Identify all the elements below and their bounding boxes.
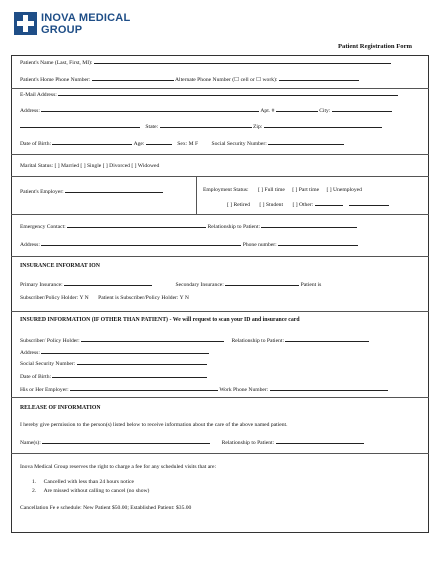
age-label: Age: <box>133 141 145 147</box>
divider <box>11 176 429 177</box>
emergency-contact-field[interactable] <box>67 223 206 228</box>
insured-holder-label: Subscriber/ Policy Holder: <box>20 338 80 344</box>
ssn-field[interactable] <box>268 140 344 145</box>
patient-name-field[interactable] <box>94 59 391 64</box>
patient-subscriber-label: Patient is Subscriber/Policy Holder: Y N <box>98 295 189 301</box>
employer-field[interactable] <box>65 188 163 193</box>
apt-field[interactable] <box>276 107 318 112</box>
divider <box>196 176 197 214</box>
emp-student-checkbox[interactable]: [ ] Student <box>259 202 284 208</box>
insured-relationship-field[interactable] <box>285 337 369 342</box>
email-field[interactable] <box>58 91 398 96</box>
age-field[interactable] <box>146 140 172 145</box>
city-field[interactable] <box>332 107 392 112</box>
logo-line1: INOVA MEDICAL <box>41 12 131 24</box>
marital-status-options[interactable]: Marital Status: [ ] Married [ ] Single [ ] Divorced [ ] Widowed <box>20 163 160 169</box>
release-relationship-label: Relationship to Patient: <box>221 440 275 446</box>
insurance-heading: INSURANCE INFORMAT ION <box>20 263 100 269</box>
emergency-contact-label: Emergency Contact: <box>20 224 66 230</box>
fees-intro: Inova Medical Group reserves the right to charge a fee for any scheduled visits that are: <box>20 464 217 470</box>
divider <box>11 256 429 257</box>
email-label: E-Mail Address: <box>20 92 57 98</box>
secondary-insurance-field[interactable] <box>225 281 299 286</box>
patient-is-label: Patient is <box>300 282 322 288</box>
emp-unemployed-checkbox[interactable]: [ ] Unemployed <box>326 187 362 193</box>
address-label: Address: <box>20 108 40 114</box>
release-relationship-field[interactable] <box>276 439 364 444</box>
emergency-address-label: Address: <box>20 242 40 248</box>
inova-logo-icon <box>14 12 37 35</box>
address-field[interactable] <box>41 107 259 112</box>
city-label: City: <box>319 108 331 114</box>
primary-insurance-field[interactable] <box>64 281 152 286</box>
fee-schedule: Cancellation Fe e schedule: New Patient $50.00; Established Patient: $35.00 <box>20 505 192 511</box>
emp-part-time-checkbox[interactable]: [ ] Part time <box>292 187 320 193</box>
dob-field[interactable] <box>52 140 132 145</box>
form-title: Patient Registration Form <box>338 43 412 50</box>
emp-retired-checkbox[interactable]: [ ] Retired <box>227 202 250 208</box>
insured-address-field[interactable] <box>41 349 209 354</box>
zip-label: Zip: <box>252 124 263 130</box>
insured-address-label: Address: <box>20 350 40 356</box>
home-phone-field[interactable] <box>92 76 174 81</box>
list-item <box>32 480 134 486</box>
insured-dob-field[interactable] <box>52 373 207 378</box>
employment-status-label: Employment Status: <box>203 187 249 193</box>
emergency-address-field[interactable] <box>41 241 241 246</box>
insured-heading: INSURED INFORMATION (IF OTHER THAN PATIENT) - We will request to scan your ID and insurance card <box>20 317 300 323</box>
release-names-label: Name(s): <box>20 440 41 446</box>
emp-other-field-2[interactable] <box>349 201 389 206</box>
state-label: State: <box>145 124 159 130</box>
release-heading: RELEASE OF INFORMATION <box>20 405 101 411</box>
divider <box>11 397 429 398</box>
emergency-relationship-label: Relationship to Patient: <box>207 224 261 230</box>
dob-label: Date of Birth: <box>20 141 52 147</box>
list-item <box>32 489 149 495</box>
emergency-phone-label: Phone number: <box>242 242 277 248</box>
insured-ssn-label: Social Security Number: <box>20 361 76 367</box>
fee-item-number: 2. <box>32 488 37 494</box>
insured-employer-label: His or Her Employer: <box>20 387 69 393</box>
employer-label: Patient's Employer: <box>20 189 64 195</box>
emp-full-time-checkbox[interactable]: [ ] Full time <box>257 187 285 193</box>
divider <box>11 154 429 155</box>
insured-work-phone-field[interactable] <box>270 386 388 391</box>
insured-relationship-label: Relationship to Patient: <box>231 338 284 344</box>
release-permission-text: I hereby give permission to the person(s) listed below to receive information about the care of the above named patient. <box>20 422 288 428</box>
alt-phone-field[interactable] <box>279 76 359 81</box>
insured-holder-field[interactable] <box>81 337 224 342</box>
ssn-label: Social Security Number: <box>211 141 267 147</box>
insured-ssn-field[interactable] <box>77 360 207 365</box>
insured-dob-label: Date of Birth: <box>20 374 52 380</box>
primary-insurance-label: Primary Insurance: <box>20 282 63 288</box>
apt-label: Apt. # <box>260 108 275 114</box>
release-names-field[interactable] <box>42 439 210 444</box>
emp-other-field[interactable] <box>315 201 343 206</box>
divider <box>11 453 429 454</box>
fee-item-number: 1. <box>32 479 37 485</box>
secondary-insurance-label: Secondary Insurance: <box>175 282 224 288</box>
emergency-relationship-field[interactable] <box>261 223 357 228</box>
fee-item-text: Cancelled with less than 24 hours notice <box>43 479 135 485</box>
logo-line2: GROUP <box>41 24 83 36</box>
address-line2-field[interactable] <box>20 123 140 128</box>
patient-name-label: Patient's Name (Last, First, MI): <box>20 60 93 66</box>
divider <box>11 88 429 89</box>
home-phone-label: Patient's Home Phone Number: <box>20 77 91 83</box>
state-field[interactable] <box>160 123 252 128</box>
insured-employer-field[interactable] <box>70 386 218 391</box>
insured-work-phone-label: Work Phone Number: <box>219 387 269 393</box>
subscriber-policy-holder-label: Subscriber/Policy Holder: Y N <box>20 295 89 301</box>
sex-label: Sex: M F <box>177 141 199 147</box>
fee-item-text: Are missed without calling to cancel (no show) <box>43 488 150 494</box>
divider <box>11 311 429 312</box>
alt-phone-label: Alternate Phone Number (☐ cell or ☐ work): <box>174 77 278 83</box>
emp-other-checkbox[interactable]: [ ] Other: <box>292 202 314 208</box>
emergency-phone-field[interactable] <box>278 241 358 246</box>
divider <box>11 214 429 215</box>
zip-field[interactable] <box>264 123 382 128</box>
